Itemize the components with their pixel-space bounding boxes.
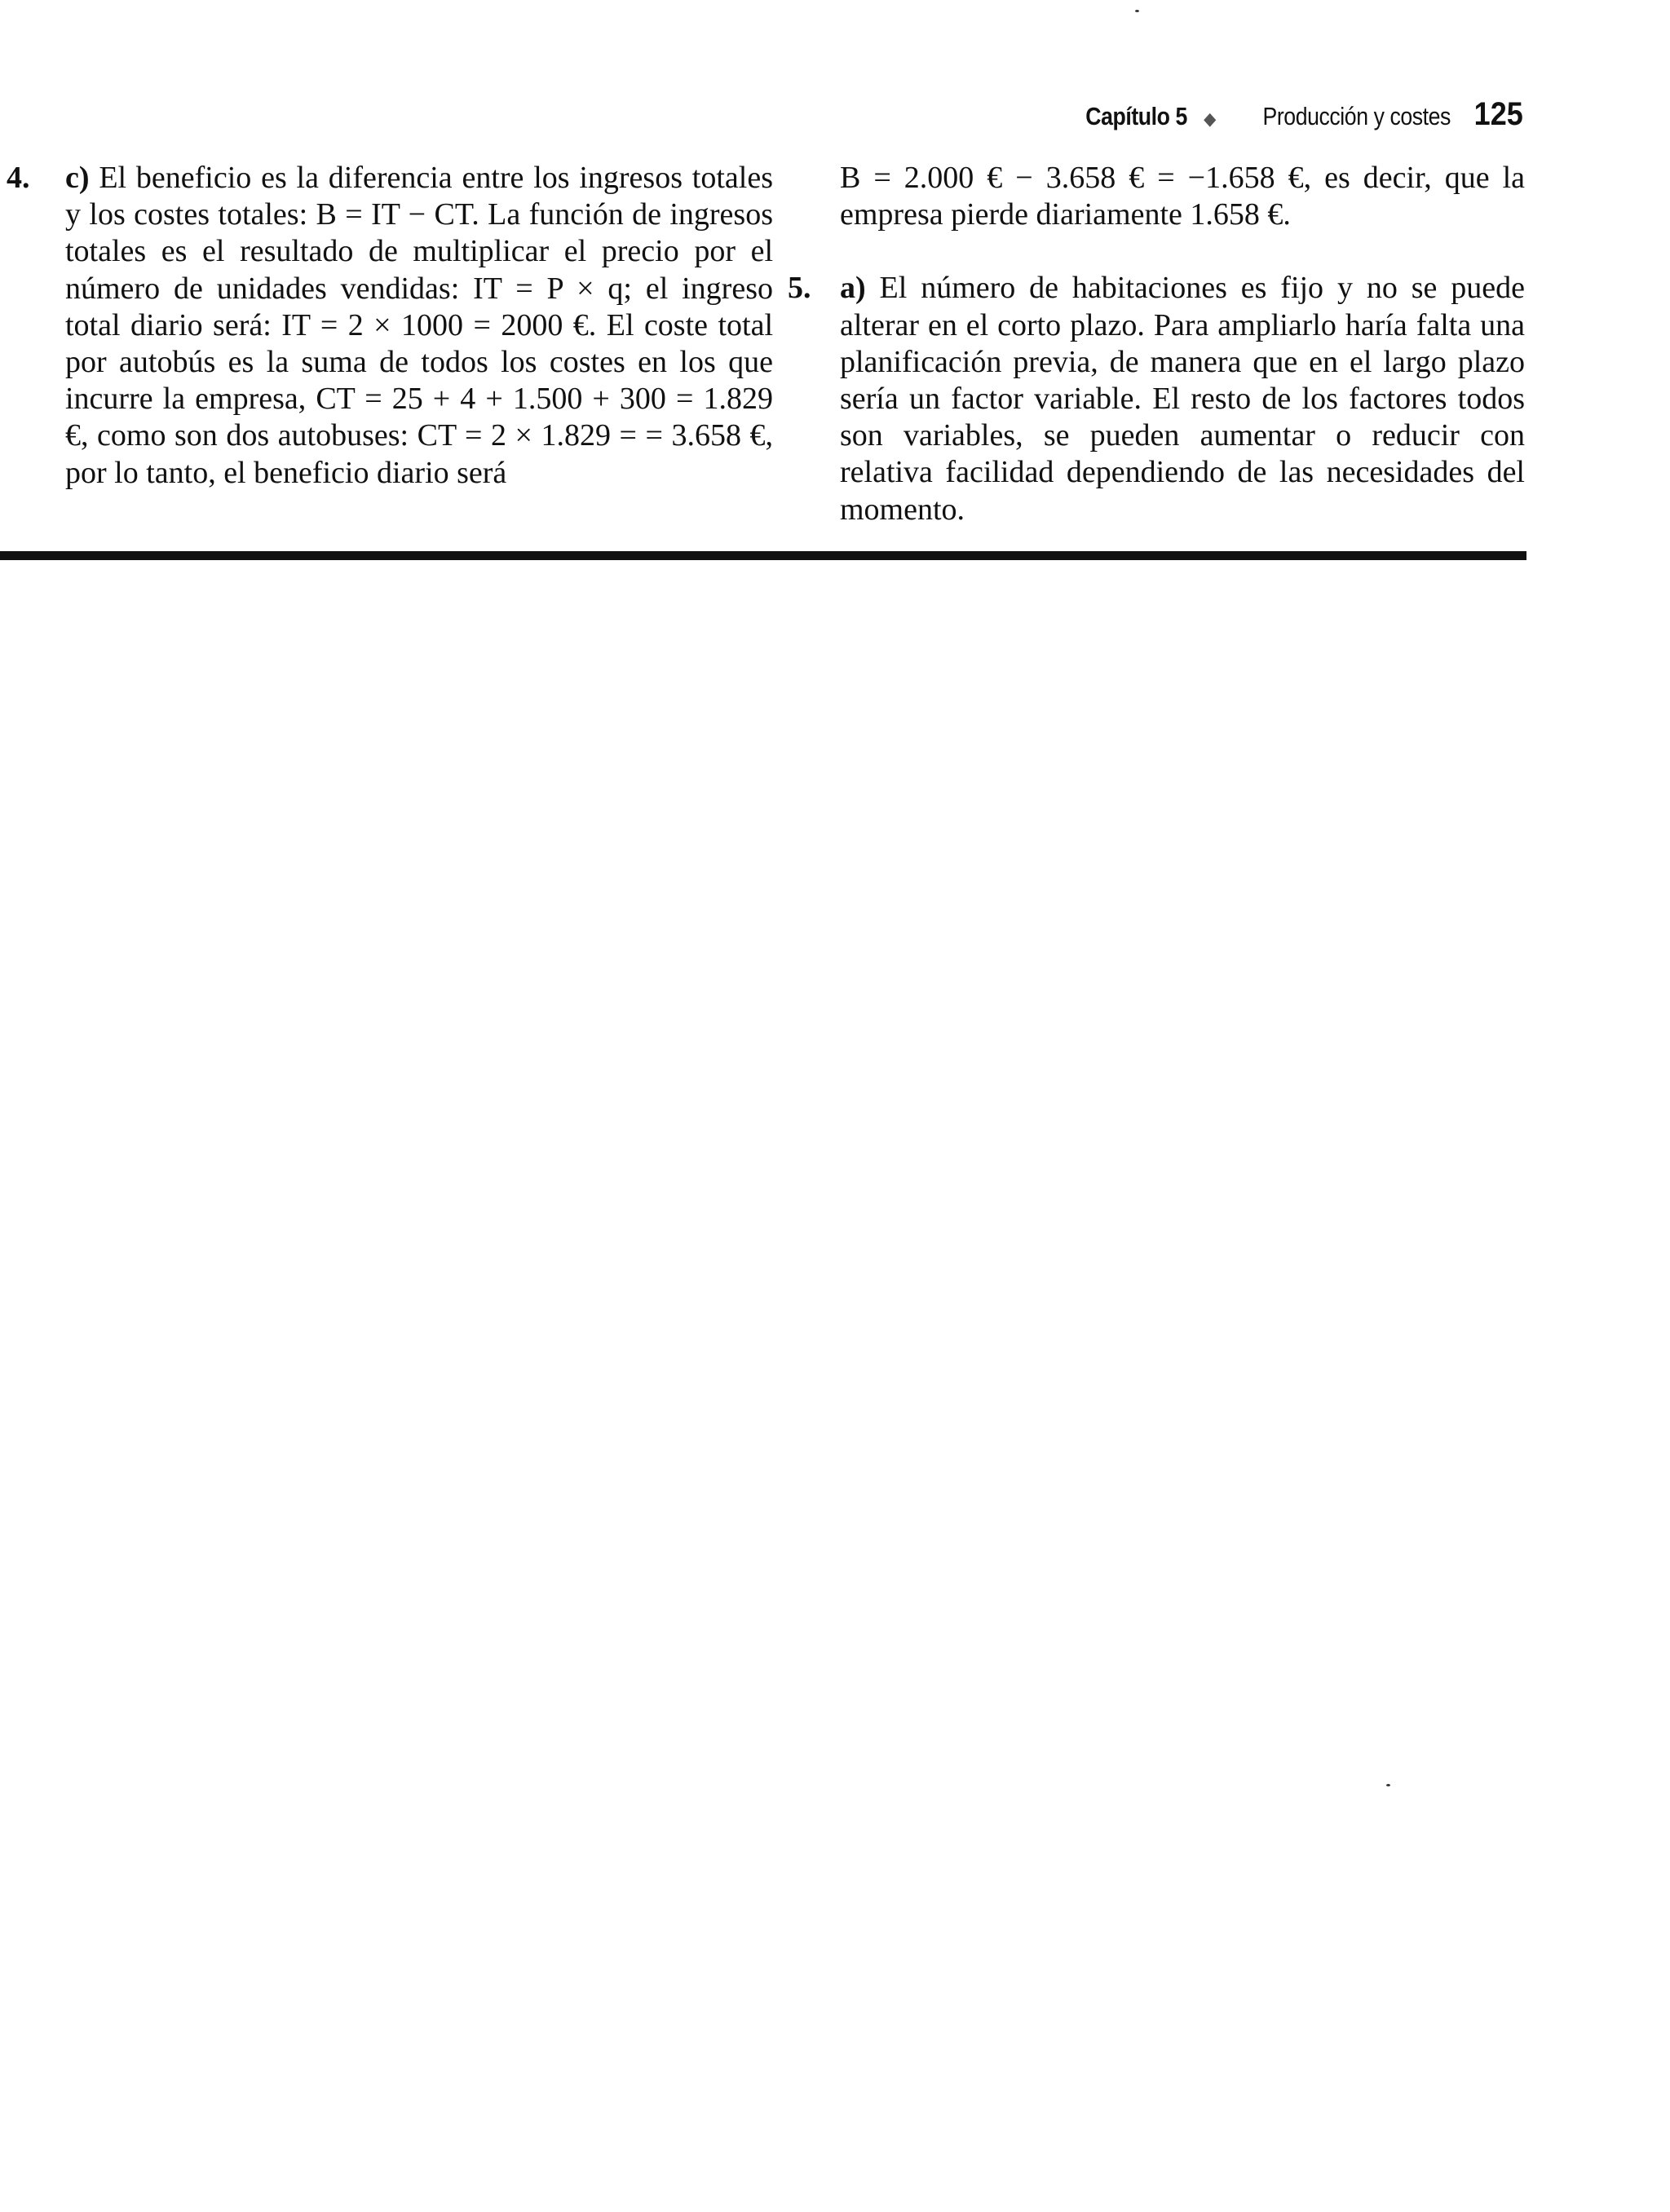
answer-letter: a) — [840, 271, 866, 306]
diamond-separator-icon: ◆ — [1204, 108, 1217, 129]
answer-paragraph — [65, 160, 773, 492]
right-column — [788, 160, 1525, 528]
chapter-label: Capítulo 5 — [1085, 102, 1188, 130]
exercise-item-5 — [788, 270, 1525, 528]
running-header — [1069, 96, 1523, 133]
answer-paragraph — [840, 270, 1525, 528]
scan-speck — [1386, 1784, 1390, 1786]
item-number: 4. — [7, 161, 30, 195]
scan-speck — [1135, 10, 1139, 12]
answer-text: El beneficio es la diferencia entre los ingresos totales y los costes totales: B = IT − CT. La función de ingresos totales es el resultado de multiplicar el precio por el número de unidades vendidas: IT = P × q; el ingreso total diario será: IT = 2 × 1000 = 2000 €. El coste total por autobús es la suma de todos los costes en los que incurre la empresa, CT = 25 + 4 + 1.500 + 300 = 1.829 €, como son dos autobuses: CT = 2 × 1.829 = = 3.658 €, por lo tanto, el beneficio diario será — [65, 161, 773, 490]
continuation-paragraph: B = 2.000 € − 3.658 € = −1.658 €, es decir, que la empresa pierde diariamente 1.658 €. — [840, 161, 1525, 232]
page-number: 125 — [1473, 96, 1523, 132]
answer-letter: c) — [65, 161, 90, 195]
left-column — [7, 160, 773, 492]
section-title: Producción y costes — [1262, 102, 1451, 130]
answer-text: El número de habitaciones es fijo y no se puede alterar en el corto plazo. Para ampliarlo haría falta una planificación previa, de manera que en el largo plazo sería un factor variable. El resto de los factores todos son variables, se pueden aumentar o reducir con relativa facilidad dependiendo de las necesidades del momento. — [840, 271, 1525, 527]
section-divider-rule — [0, 551, 1526, 560]
exercise-item-4 — [7, 160, 773, 492]
item-number: 5. — [788, 271, 811, 306]
